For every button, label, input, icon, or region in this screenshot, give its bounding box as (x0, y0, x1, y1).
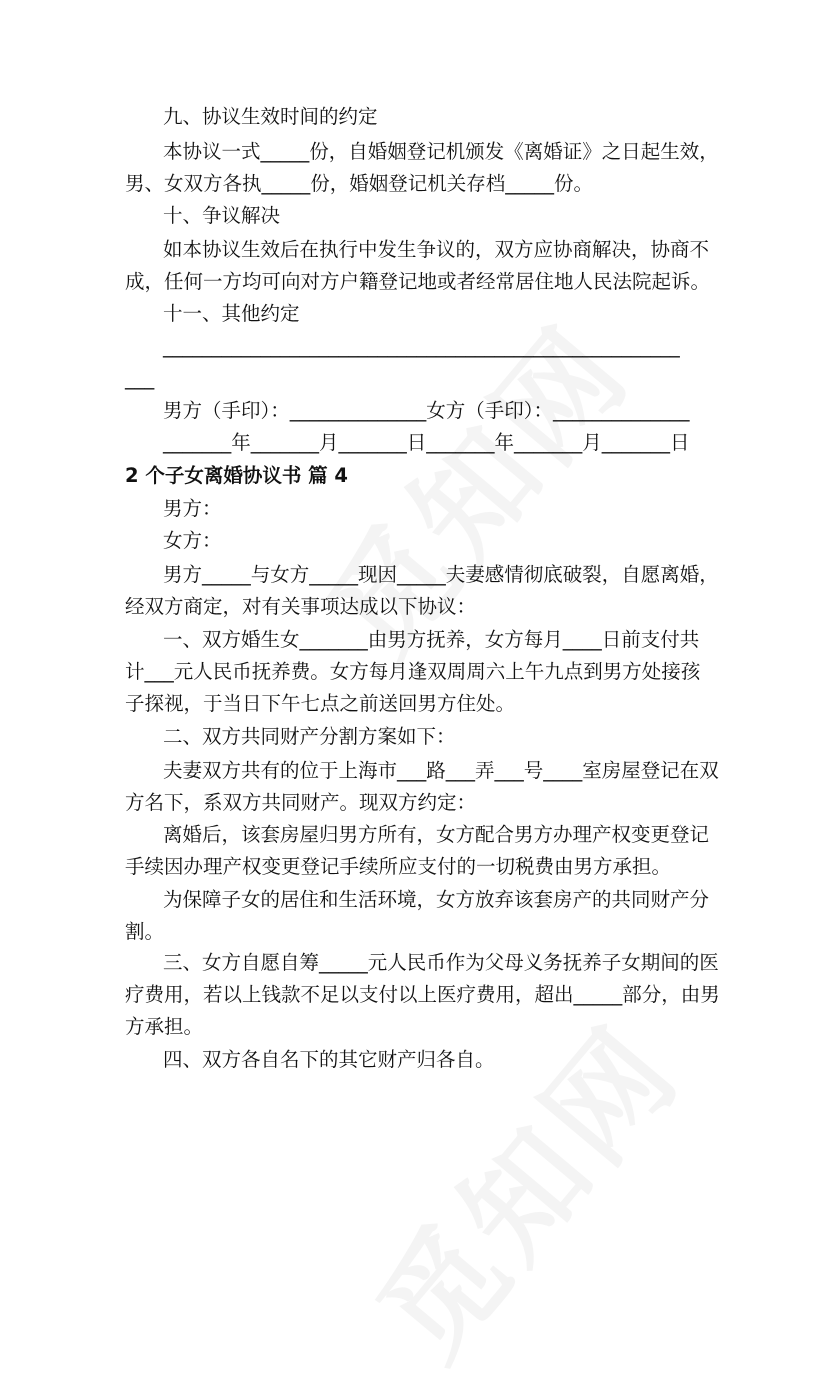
section-heading-9: 九、协议生效时间的约定 (163, 105, 378, 128)
document-heading: 2 个子女离婚协议书 篇 4 (125, 464, 349, 487)
party-line: 男方： (163, 497, 222, 520)
party-line: 女方： (163, 529, 222, 552)
paragraph-line: 四、双方各自名下的其它财产归各自。 (163, 1048, 495, 1071)
blank-line: ___ (125, 367, 155, 390)
section-heading-11: 十一、其他约定 (163, 302, 300, 325)
paragraph-line: 方名下，系双方共同财产。现双方约定： (125, 791, 477, 814)
paragraph-line: 一、双方婚生女_______由男方抚养，女方每月____日前支付共 (163, 628, 700, 651)
paragraph-line: 本协议一式_____份，自婚姻登记机颁发《离婚证》之日起生效， (163, 140, 719, 163)
paragraph-line: 三、女方自愿自筹_____元人民币作为父母义务抚养子女期间的医 (163, 951, 719, 974)
paragraph-line: 方承担。 (125, 1015, 204, 1038)
paragraph-line: 如本协议生效后在执行中发生争议的，双方应协商解决，协商不 (163, 238, 710, 261)
paragraph-line: 割。 (125, 920, 165, 943)
blank-line: _____________________________________________________ (163, 335, 680, 358)
paragraph-line: 计___元人民币抚养费。女方每月逢双周周六上午九点到男方处接孩 (125, 660, 701, 683)
paragraph-line: 为保障子女的居住和生活环境，女方放弃该套房产的共同财产分 (163, 888, 710, 911)
paragraph-line: 疗费用，若以上钱款不足以支付以上医疗费用，超出_____部分，由男 (125, 983, 720, 1006)
paragraph-line: 子探视，于当日下午七点之前送回男方住处。 (125, 692, 516, 715)
paragraph-line: 离婚后，该套房屋归男方所有，女方配合男方办理产权变更登记 (163, 823, 710, 846)
paragraph-line: 夫妻双方共有的位于上海市___路___弄___号____室房屋登记在双 (163, 759, 719, 782)
section-heading: 二、双方共同财产分割方案如下： (163, 725, 456, 748)
paragraph-line: 手续因办理产权变更登记手续所应支付的一切税费由男方承担。 (125, 855, 672, 878)
section-heading-10: 十、争议解决 (163, 204, 281, 227)
paragraph-line: 男、女双方各执_____份，婚姻登记机关存档_____份。 (125, 172, 594, 195)
paragraph-line: 男方_____与女方_____现因_____夫妻感情彻底破裂，自愿离婚， (163, 563, 719, 586)
signature-line: 男方（手印）：______________女方（手印）：______________ (163, 399, 690, 422)
paragraph-line: 成，任何一方均可向对方户籍登记地或者经常居住地人民法院起诉。 (125, 270, 711, 293)
paragraph-line: 经双方商定，对有关事项达成以下协议： (125, 595, 477, 618)
date-line: _______年_______月_______日_______年_______月_______日 (163, 431, 690, 454)
